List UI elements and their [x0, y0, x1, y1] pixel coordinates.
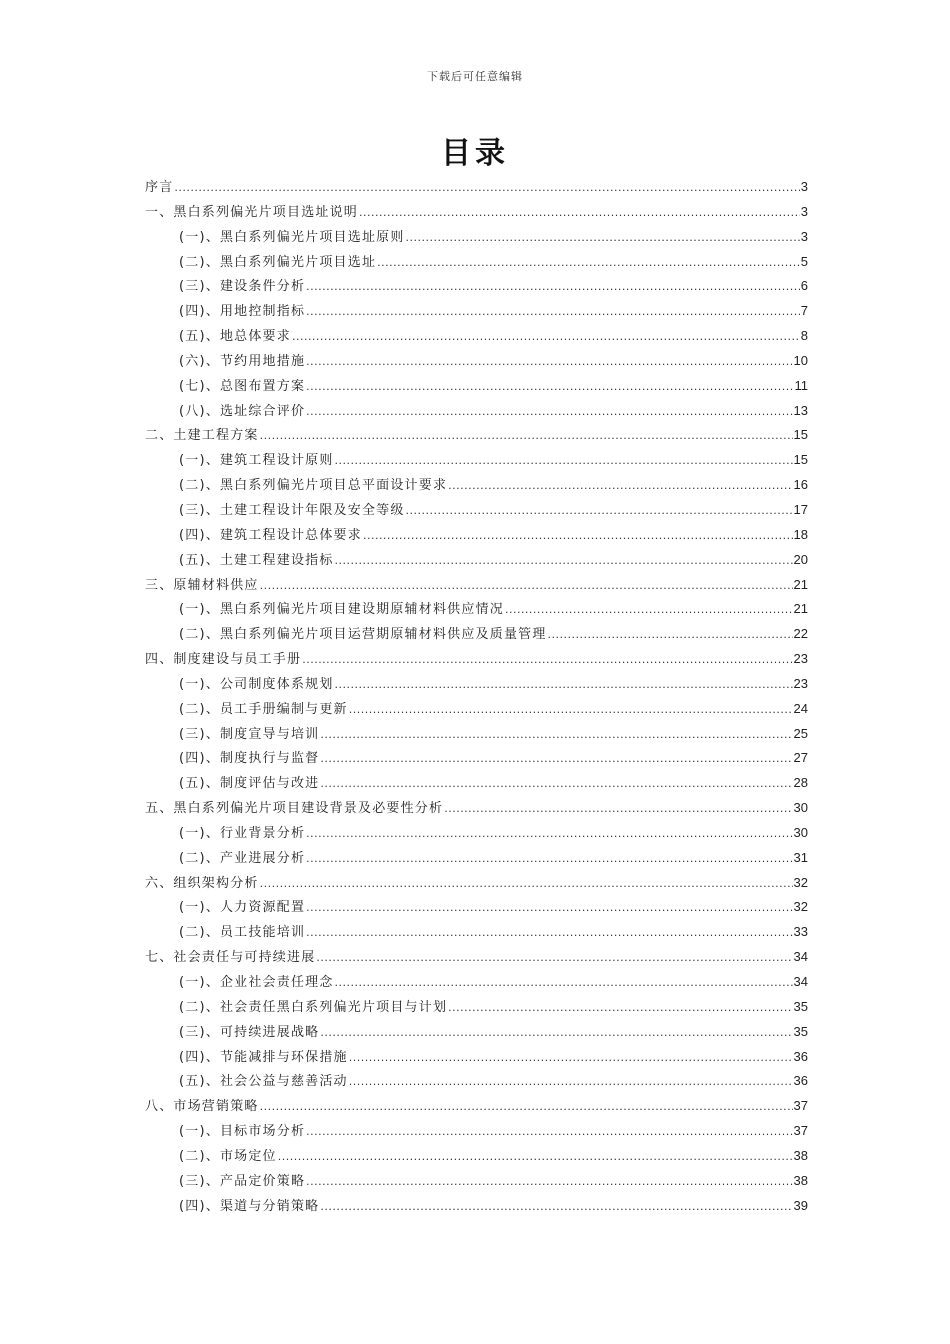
toc-entry[interactable]	[145, 498, 808, 523]
toc-entry[interactable]	[145, 722, 808, 747]
toc-entry-title: 七、社会责任与可持续进展	[145, 950, 316, 966]
toc-entry-page-number: 23	[793, 651, 808, 667]
toc-entry-page-number: 36	[793, 1048, 808, 1064]
toc-entry-page-number: 27	[793, 750, 808, 766]
toc-entry[interactable]	[145, 771, 808, 796]
toc-entry[interactable]	[145, 647, 808, 672]
toc-entry-title: (一)、黑白系列偏光片项目选址原则	[179, 229, 405, 245]
toc-entry[interactable]	[145, 399, 808, 424]
toc-entry-title: (二)、员工技能培训	[179, 925, 306, 941]
toc-leader-dots	[260, 424, 793, 448]
toc-entry-page-number: 22	[793, 626, 808, 642]
toc-entry-title: (一)、目标市场分析	[179, 1124, 306, 1140]
toc-leader-dots	[306, 375, 793, 399]
toc-entry-page-number: 37	[793, 1123, 808, 1139]
toc-entry-title: 序言	[145, 180, 174, 195]
toc-entry-page-number: 21	[793, 576, 808, 592]
toc-entry-title: (四)、制度执行与监督	[179, 751, 320, 767]
toc-leader-dots	[306, 350, 792, 374]
toc-entry-title: (二)、产业进展分析	[179, 850, 306, 866]
toc-leader-dots	[548, 623, 793, 647]
toc-entry-page-number: 31	[793, 849, 808, 865]
toc-entry-page-number: 32	[793, 899, 808, 915]
toc-leader-dots	[306, 275, 800, 299]
toc-leader-dots	[306, 896, 792, 920]
toc-entry-title: (五)、地总体要求	[179, 329, 291, 345]
toc-leader-dots	[278, 1145, 793, 1169]
toc-leader-dots	[448, 996, 792, 1020]
toc-entry-title: (八)、选址综合评价	[179, 403, 306, 419]
toc-entry[interactable]	[145, 448, 808, 473]
toc-entry-title: (六)、节约用地措施	[179, 353, 306, 369]
toc-entry-title: (一)、企业社会责任理念	[179, 975, 334, 990]
toc-entry-page-number: 7	[800, 303, 808, 319]
toc-entry-page-number: 3	[800, 203, 808, 219]
toc-leader-dots	[505, 598, 793, 622]
toc-entry[interactable]	[145, 523, 808, 548]
toc-leader-dots	[306, 300, 800, 324]
toc-entry-title: (一)、建筑工程设计原则	[179, 453, 334, 469]
toc-leader-dots	[306, 1170, 792, 1194]
toc-entry-title: (二)、黑白系列偏光片项目选址	[179, 254, 377, 270]
toc-entry-page-number: 23	[793, 675, 808, 691]
toc-entry[interactable]	[145, 995, 808, 1020]
toc-entry-title: (二)、黑白系列偏光片项目总平面设计要求	[179, 478, 448, 494]
toc-leader-dots	[320, 747, 792, 771]
toc-entry-page-number: 15	[793, 427, 808, 443]
toc-entry[interactable]	[145, 895, 808, 920]
toc-entry-page-number: 24	[793, 700, 808, 716]
toc-entry-title: (二)、市场定位	[179, 1148, 277, 1164]
toc-entry-title: 一、黑白系列偏光片项目选址说明	[145, 204, 359, 220]
toc-leader-dots	[306, 1120, 792, 1144]
toc-leader-dots	[349, 698, 793, 722]
toc-entry[interactable]	[145, 548, 808, 573]
toc-entry-title: (一)、人力资源配置	[179, 900, 306, 916]
toc-leader-dots	[406, 499, 793, 523]
toc-leader-dots	[174, 176, 799, 200]
toc-entry-title: (五)、社会公益与慈善活动	[179, 1074, 348, 1090]
toc-leader-dots	[320, 772, 792, 796]
toc-entry-page-number: 33	[793, 924, 808, 940]
toc-entry[interactable]	[145, 374, 808, 399]
toc-leader-dots	[306, 400, 792, 424]
toc-entry-title: (一)、行业背景分析	[179, 825, 306, 841]
toc-leader-dots	[363, 524, 793, 548]
toc-leader-dots	[292, 325, 800, 349]
toc-entry-page-number: 5	[800, 253, 808, 269]
toc-entry-title: (五)、制度评估与改进	[179, 776, 320, 792]
toc-entry-title: 三、原辅材料供应	[145, 577, 259, 593]
toc-entry[interactable]	[145, 1045, 808, 1070]
toc-leader-dots	[260, 1095, 793, 1119]
toc-entry-title: (四)、建筑工程设计总体要求	[179, 527, 362, 543]
toc-entry-page-number: 28	[793, 775, 808, 791]
toc-entry-page-number: 20	[793, 551, 808, 567]
toc-entry-page-number: 8	[800, 328, 808, 344]
toc-leader-dots	[349, 1070, 793, 1094]
toc-entry-title: (三)、建设条件分析	[179, 279, 306, 295]
toc-entry-page-number: 34	[793, 949, 808, 965]
toc-entry[interactable]	[145, 1144, 808, 1169]
toc-entry-title: (四)、用地控制指标	[179, 304, 306, 320]
toc-entry[interactable]	[145, 200, 808, 225]
toc-entry-page-number: 18	[793, 526, 808, 542]
toc-entry[interactable]	[145, 1169, 808, 1194]
toc-leader-dots	[316, 946, 792, 970]
toc-entry-page-number: 30	[793, 800, 808, 816]
toc-leader-dots	[349, 1046, 793, 1070]
toc-leader-dots	[448, 474, 792, 498]
toc-entry-page-number: 10	[793, 352, 808, 368]
toc-entry-title: (三)、产品定价策略	[179, 1173, 306, 1189]
toc-entry-title: (三)、制度宣导与培训	[179, 726, 320, 742]
toc-entry-page-number: 32	[793, 874, 808, 890]
toc-entry-page-number: 11	[794, 377, 808, 393]
toc-leader-dots	[320, 1195, 792, 1219]
toc-entry[interactable]	[145, 746, 808, 771]
toc-entry[interactable]	[145, 1194, 808, 1219]
toc-entry-title: (二)、黑白系列偏光片项目运营期原辅材料供应及质量管理	[179, 627, 547, 643]
toc-entry-page-number: 13	[793, 402, 808, 418]
toc-leader-dots	[320, 723, 792, 747]
toc-leader-dots	[335, 549, 793, 573]
toc-entry[interactable]	[145, 846, 808, 871]
toc-entry-page-number: 6	[800, 278, 808, 294]
toc-entry[interactable]	[145, 796, 808, 821]
toc-entry[interactable]	[145, 1069, 808, 1094]
toc-entry[interactable]	[145, 697, 808, 722]
toc-entry-title: (四)、节能减排与环保措施	[179, 1049, 348, 1065]
toc-entry-page-number: 38	[793, 1147, 808, 1163]
toc-entry[interactable]	[145, 324, 808, 349]
page-title: 目录	[441, 136, 509, 171]
toc-leader-dots	[260, 574, 793, 598]
toc-entry[interactable]	[145, 622, 808, 647]
toc-leader-dots	[335, 971, 793, 995]
toc-entry[interactable]	[145, 1020, 808, 1045]
toc-entry[interactable]	[145, 871, 808, 896]
toc-entry-title: (二)、员工手册编制与更新	[179, 701, 348, 717]
toc-entry-page-number: 3	[800, 179, 808, 194]
toc-entry-page-number: 21	[793, 601, 808, 617]
toc-leader-dots	[335, 449, 793, 473]
toc-entry-title: (五)、土建工程建设指标	[179, 552, 334, 568]
toc-leader-dots	[377, 251, 800, 275]
toc-entry[interactable]	[145, 821, 808, 846]
toc-entry[interactable]	[145, 1094, 808, 1119]
toc-entry[interactable]	[145, 225, 808, 250]
toc-entry[interactable]	[145, 672, 808, 697]
toc-leader-dots	[444, 797, 792, 821]
toc-entry-title: 六、组织架构分析	[145, 875, 259, 891]
toc-entry[interactable]	[145, 573, 808, 598]
toc-entry[interactable]	[145, 1119, 808, 1144]
toc-entry[interactable]	[145, 349, 808, 374]
toc-entry-page-number: 15	[793, 452, 808, 468]
toc-leader-dots	[335, 673, 793, 697]
toc-entry[interactable]	[145, 250, 808, 275]
toc-entry-page-number: 35	[793, 1023, 808, 1039]
toc-entry-page-number: 3	[800, 228, 808, 244]
toc-entry-title: (一)、黑白系列偏光片项目建设期原辅材料供应情况	[179, 602, 504, 618]
toc-entry-title: 五、黑白系列偏光片项目建设背景及必要性分析	[145, 801, 444, 817]
toc-entry[interactable]	[145, 473, 808, 498]
toc-leader-dots	[306, 921, 792, 945]
toc-leader-dots	[302, 648, 792, 672]
toc-entry-page-number: 16	[793, 477, 808, 493]
toc-entry-title: 八、市场营销策略	[145, 1099, 259, 1115]
toc-leader-dots	[406, 226, 800, 250]
toc-entry-title: (一)、公司制度体系规划	[179, 676, 334, 692]
toc-entry-page-number: 17	[793, 501, 808, 517]
toc-entry[interactable]	[145, 597, 808, 622]
toc-entry-title: (七)、总图布置方案	[179, 378, 306, 394]
toc-entry[interactable]	[145, 423, 808, 448]
toc-entry-title: (三)、可持续进展战略	[179, 1024, 320, 1040]
toc-entry[interactable]	[145, 175, 808, 200]
toc-entry[interactable]	[145, 970, 808, 995]
toc-leader-dots	[260, 872, 793, 896]
toc-entry[interactable]	[145, 945, 808, 970]
toc-leader-dots	[320, 1021, 792, 1045]
toc-entry-page-number: 34	[793, 974, 808, 989]
toc-leader-dots	[359, 201, 800, 225]
toc-entry-title: 四、制度建设与员工手册	[145, 652, 302, 668]
toc-leader-dots	[306, 822, 792, 846]
toc-entry-page-number: 39	[793, 1197, 808, 1213]
toc-entry[interactable]	[145, 299, 808, 324]
toc-entry-page-number: 38	[793, 1172, 808, 1188]
toc-entry-title: 二、土建工程方案	[145, 428, 259, 444]
toc-entry[interactable]	[145, 274, 808, 299]
toc-entry-title: (四)、渠道与分销策略	[179, 1198, 320, 1214]
toc-entry-page-number: 36	[793, 1073, 808, 1089]
toc-entry-page-number: 30	[793, 824, 808, 840]
header-note: 下载后可任意编辑	[427, 70, 523, 83]
toc-entry-page-number: 37	[793, 1098, 808, 1114]
toc-entry[interactable]	[145, 920, 808, 945]
toc-entry-title: (二)、社会责任黑白系列偏光片项目与计划	[179, 999, 448, 1015]
table-of-contents	[145, 175, 808, 1218]
toc-leader-dots	[306, 847, 792, 871]
toc-entry-page-number: 35	[793, 998, 808, 1014]
toc-entry-page-number: 25	[793, 725, 808, 741]
toc-entry-title: (三)、土建工程设计年限及安全等级	[179, 502, 405, 518]
